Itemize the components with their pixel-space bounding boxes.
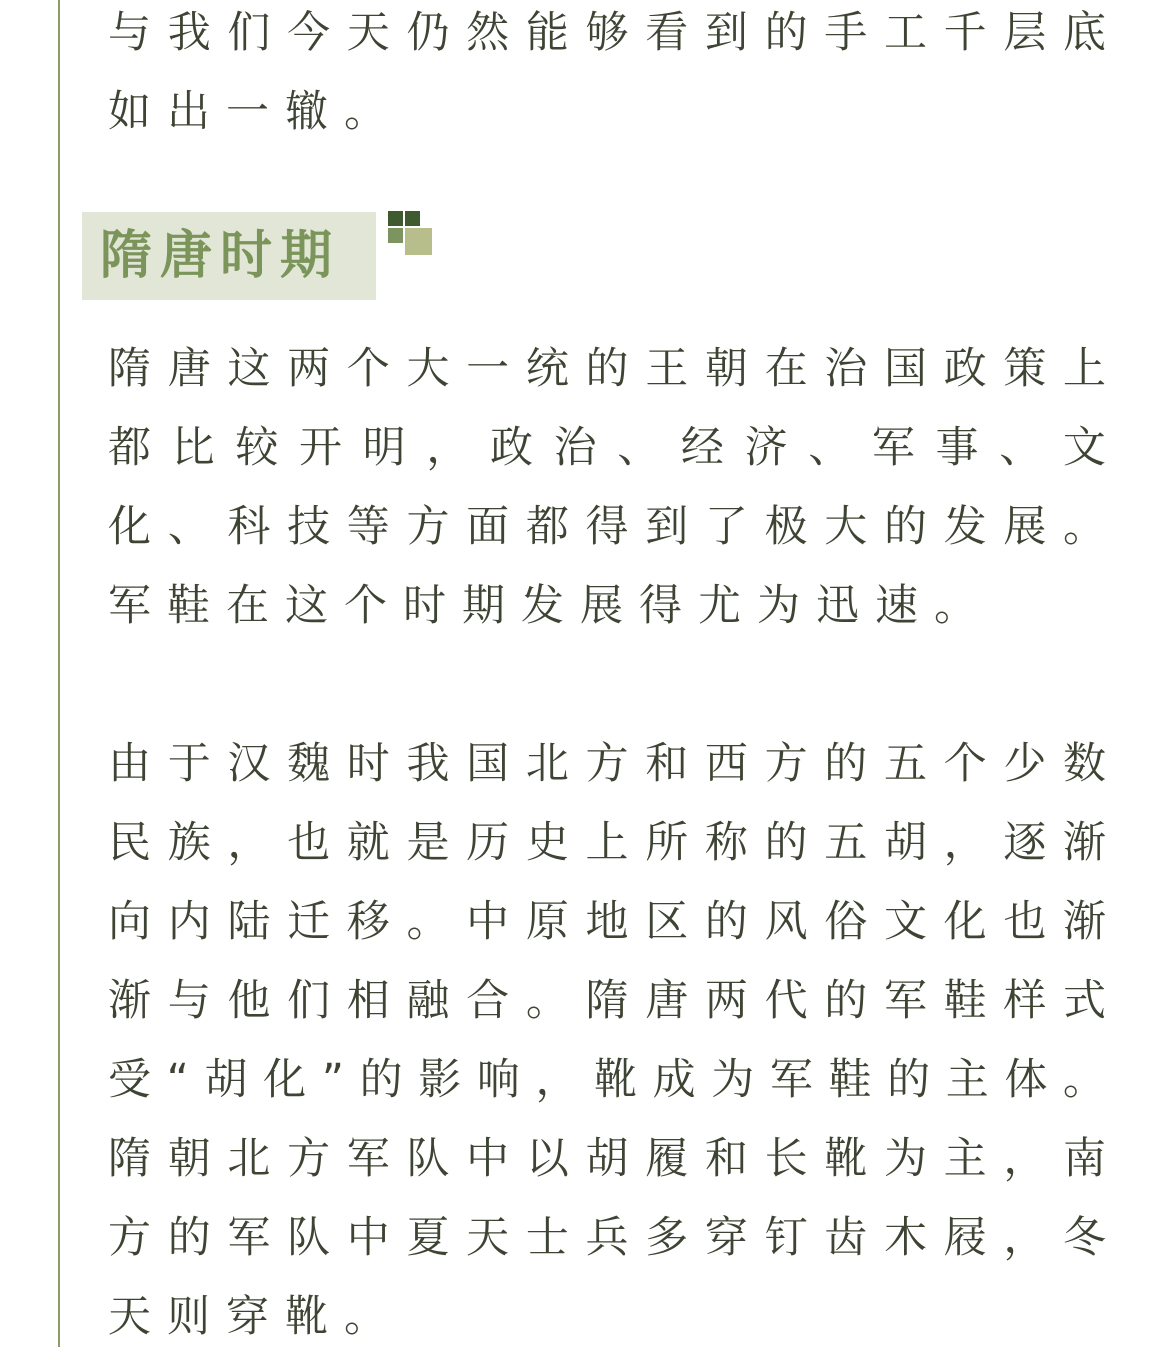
text-line: 隋 朝 北 方 军 队 中 以 胡 履 和 长 靴 为 主 ， 南	[108, 1134, 1106, 1184]
body-paragraph-2	[108, 725, 1106, 1357]
text-line: 如 出 一 辙 。	[108, 87, 403, 137]
text-line: 由 于 汉 魏 时 我 国 北 方 和 西 方 的 五 个 少 数	[108, 739, 1106, 789]
text-line: 方 的 军 队 中 夏 天 士 兵 多 穿 钉 齿 木 屐 ， 冬	[108, 1213, 1106, 1263]
text-line: 受 “ 胡 化 ” 的 影 响 ， 靴 成 为 军 鞋 的 主 体 。	[108, 1055, 1106, 1105]
body-paragraph-1	[108, 330, 1106, 646]
square-cluster-icon	[388, 211, 434, 257]
text-line: 与 我 们 今 天 仍 然 能 够 看 到 的 手 工 千 层 底	[108, 8, 1106, 58]
section-heading: 隋唐时期	[100, 226, 341, 286]
left-border-line	[58, 0, 60, 1347]
text-line: 隋 唐 这 两 个 大 一 统 的 王 朝 在 治 国 政 策 上	[108, 344, 1106, 394]
text-line: 向 内 陆 迁 移 。 中 原 地 区 的 风 俗 文 化 也 渐	[108, 897, 1106, 947]
intro-paragraph	[108, 0, 1106, 152]
text-line: 天 则 穿 靴 。	[108, 1292, 403, 1342]
text-line: 都 比 较 开 明 ， 政 治 、 经 济 、 军 事 、 文	[108, 423, 1106, 473]
text-line: 渐 与 他 们 相 融 合 。 隋 唐 两 代 的 军 鞋 样 式	[108, 976, 1106, 1026]
text-line: 军 鞋 在 这 个 时 期 发 展 得 尤 为 迅 速 。	[108, 581, 993, 631]
text-line: 民 族 ， 也 就 是 历 史 上 所 称 的 五 胡 ， 逐 渐	[108, 818, 1106, 868]
text-line: 化 、 科 技 等 方 面 都 得 到 了 极 大 的 发 展 。	[108, 502, 1106, 552]
